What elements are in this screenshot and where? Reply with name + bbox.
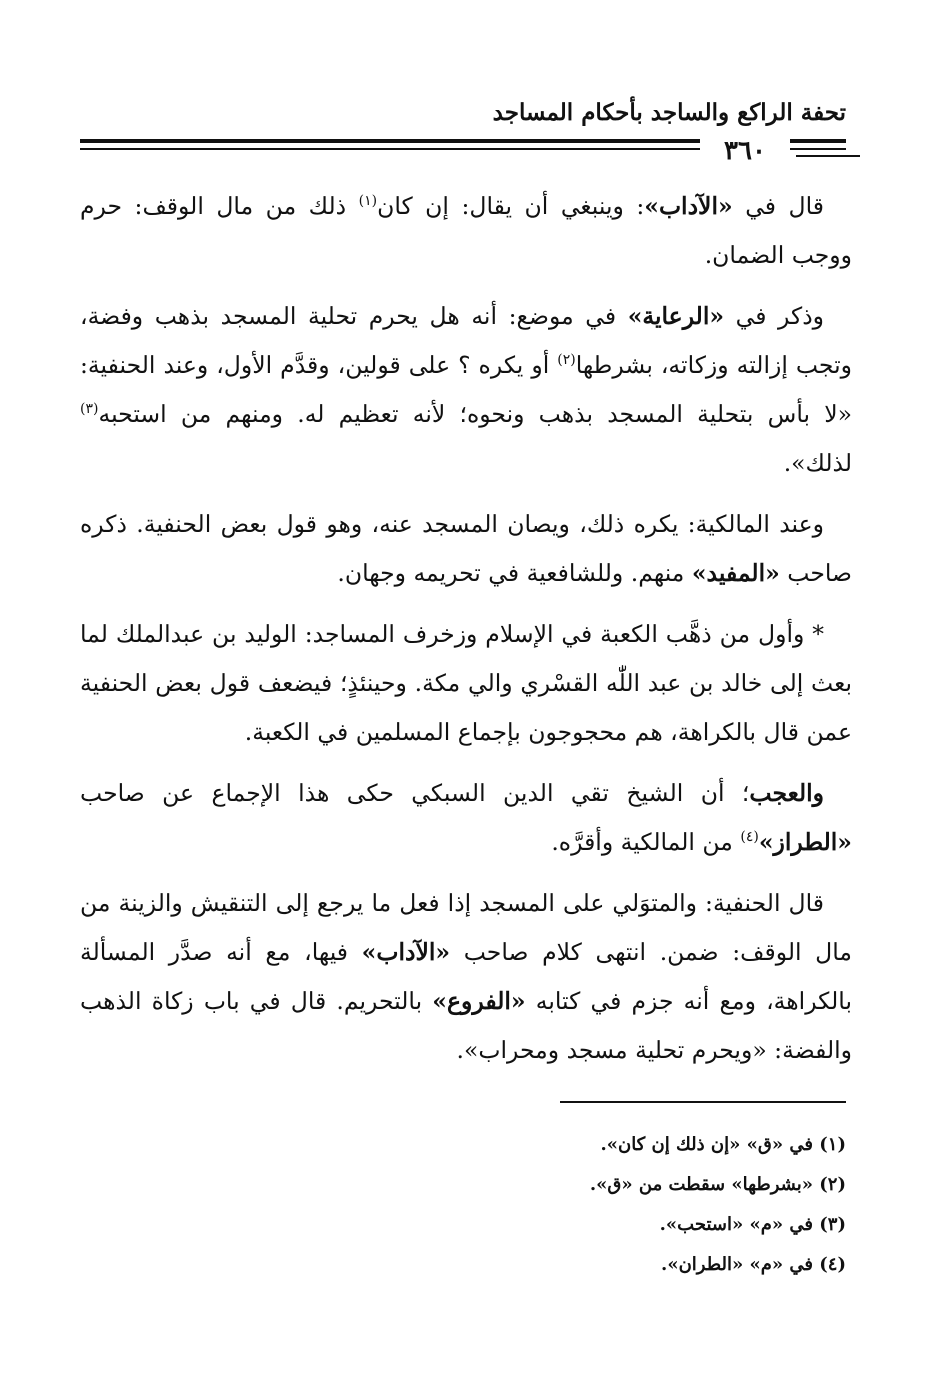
footnote-separator <box>560 1101 846 1103</box>
paragraph-2 <box>80 292 852 488</box>
header-rule-short <box>796 155 860 157</box>
text: وذكر في <box>724 302 825 330</box>
paragraph-5 <box>80 769 852 867</box>
text: منهم. وللشافعية في تحريمه وجهان. <box>337 559 692 587</box>
text: ذلك من مال الوقف: حرم ووجب الضمان. <box>80 192 852 269</box>
main-text <box>80 182 852 1087</box>
text: أو يكره ؟ على قولين، وقدَّم الأول، وعند الحنفية: «لا بأس بتحلية المسجد بذهب ونحوه؛ لأنه تعظيم له. ومنهم من استحبه <box>80 351 852 428</box>
text: وعند المالكية: يكره ذلك، ويصان المسجد عنه، وهو قول بعض الحنفية. ذكره صاحب <box>80 510 852 587</box>
text: * وأول من ذهَّب الكعبة في الإسلام وزخرف المساجد: الوليد بن عبدالملك لما بعث إلى خالد بن عبد اللّٰه القسْري والي مكة. وحينئذٍ؛ فيضعف قول بعض الحنفية عمن قال بالكراهة، هم محجوجون بإجماع المسلمين في الكعبة. <box>80 620 852 746</box>
footnote-ref-4: (٤) <box>740 829 759 846</box>
book-title-riaya: «الرعاية» <box>627 302 725 330</box>
footnote-ref-1: (١) <box>358 193 378 210</box>
book-title-adab: «الآداب» <box>361 938 451 966</box>
text: : وينبغي أن يقال: إن كان <box>377 192 645 220</box>
book-title-mufid: «المفيد» <box>691 559 780 587</box>
text: لذلك». <box>783 449 852 477</box>
running-title: تحفة الراكع والساجد بأحكام المساجد <box>492 99 846 126</box>
text: فيها، مع أنه صدَّر المسألة بالكراهة، ومع أنه جزم في كتابه <box>80 938 852 1015</box>
text: قال الحنفية: والمتوَلي على المسجد إذا فعل ما يرجع إلى التنقيش والزينة من مال الوقف: ضمن. انتهى كلام صاحب <box>80 889 853 966</box>
text: قال في <box>732 192 824 220</box>
footnote-2: (٢) «بشرطها» سقطت من «ق». <box>589 1174 846 1195</box>
footnote-3: (٣) في «م» «استحب». <box>659 1214 846 1235</box>
paragraph-1 <box>80 182 852 280</box>
footnote-1: (١) في «ق» «إن ذلك إن كان». <box>600 1134 846 1155</box>
page-number: ٣٦٠ <box>700 136 790 166</box>
footnote-4: (٤) في «م» «الطران». <box>661 1254 846 1275</box>
paragraph-6 <box>80 879 852 1075</box>
text: في موضع: أنه هل يحرم تحلية المسجد بذهب وفضة، وتجب إزالته وزكاته، بشرطها <box>80 302 852 379</box>
text: من المالكية وأقرَّه. <box>551 828 741 856</box>
text: ؛ أن الشيخ تقي الدين السبكي حكى هذا الإجماع عن صاحب <box>80 779 750 807</box>
book-title-adab: «الآداب» <box>644 192 733 220</box>
text: بالتحريم. قال في باب زكاة الذهب والفضة: «ويحرم تحلية مسجد ومحراب». <box>80 987 852 1064</box>
book-title-tiraz: «الطراز» <box>758 828 852 856</box>
book-title-furu: «الفروع» <box>432 987 526 1015</box>
footnote-ref-3: (٣) <box>80 401 99 418</box>
footnotes <box>400 1126 846 1286</box>
emphasis-ajab: والعجب <box>749 779 824 807</box>
paragraph-4 <box>80 610 852 757</box>
footnote-ref-2: (٢) <box>557 352 576 369</box>
paragraph-3 <box>80 500 852 598</box>
